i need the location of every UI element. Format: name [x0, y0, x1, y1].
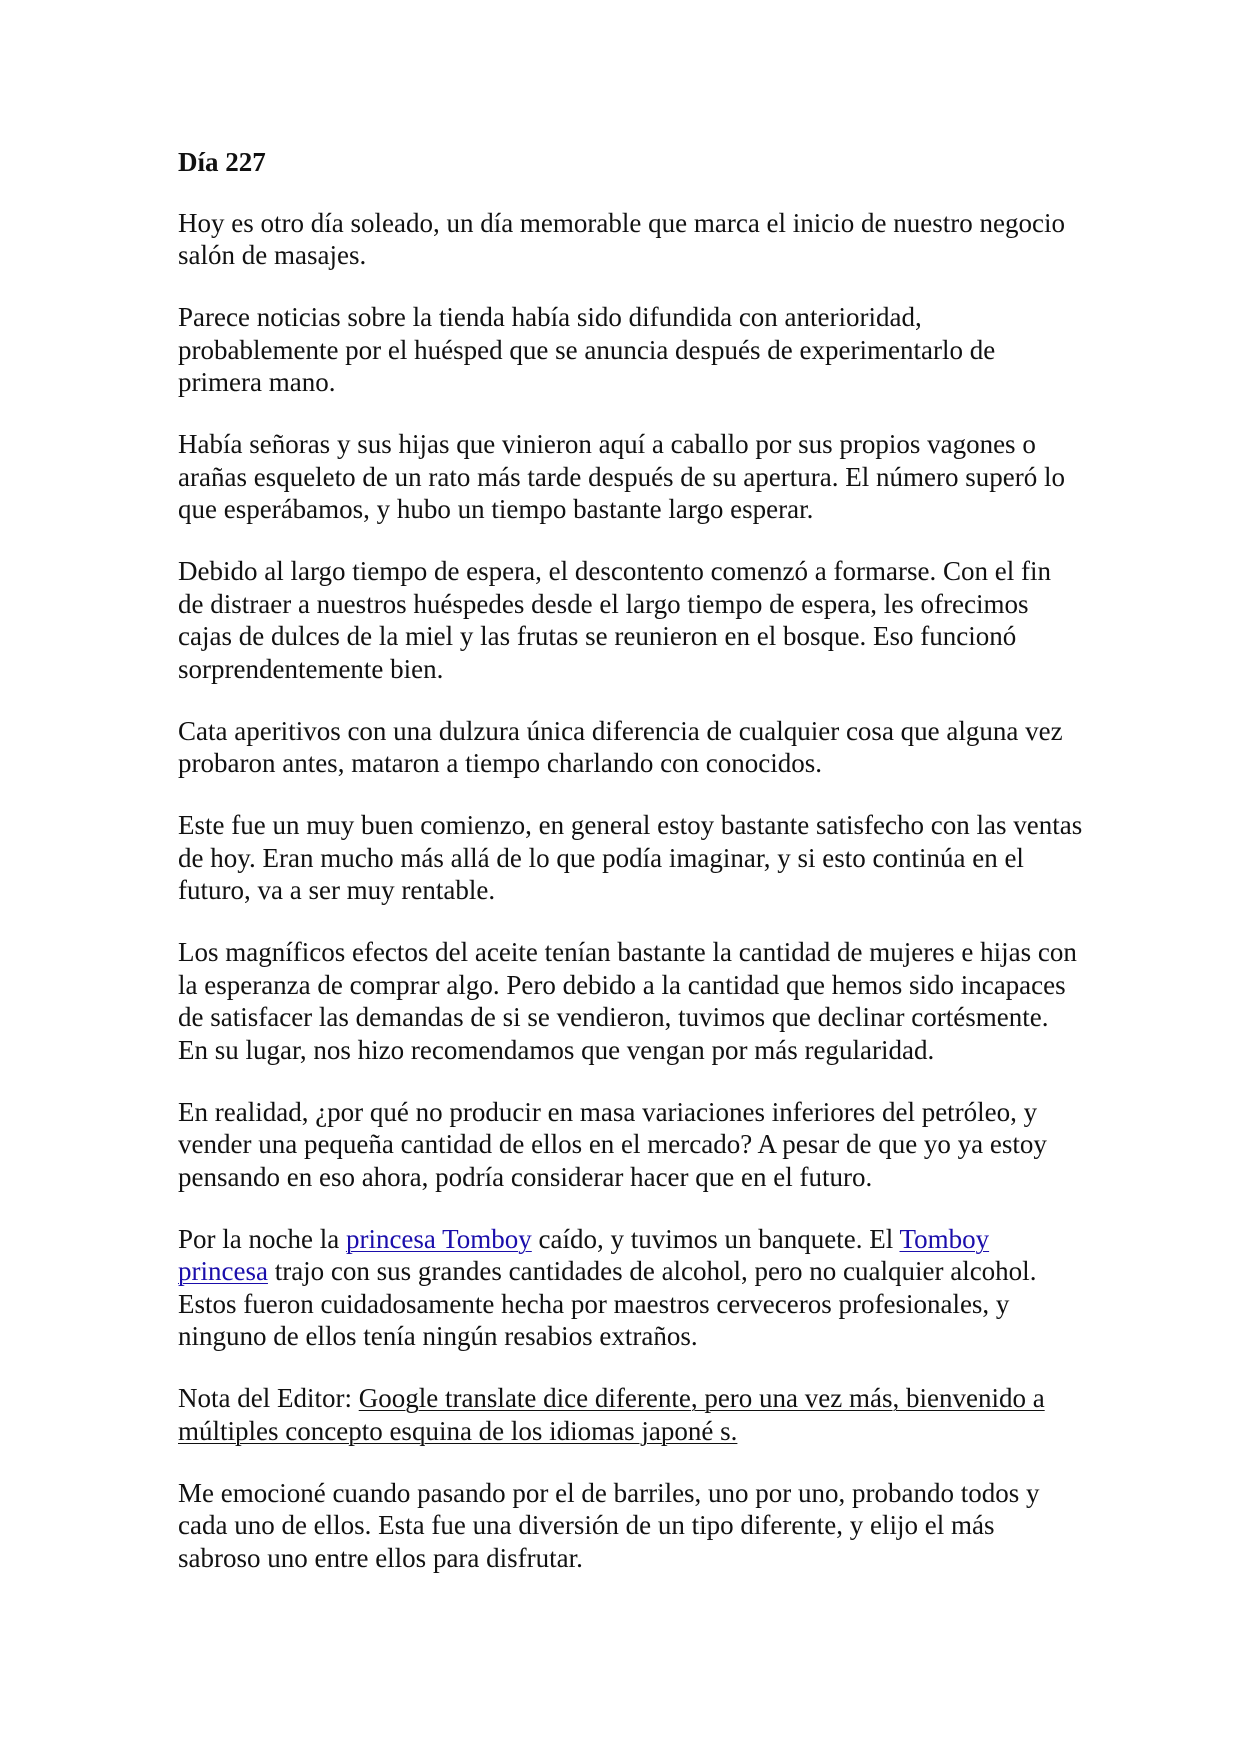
princesa-tomboy-link[interactable]: princesa Tomboy — [345, 1223, 532, 1254]
paragraph-final: Me emocioné cuando pasando por el de barriles, uno por uno, probando todos y cada uno de ellos. Esta fue una diversión de un tipo diferente, y elijo el más sabroso uno entre ellos para disfrutar. — [178, 1477, 1040, 1573]
editor-note — [178, 1382, 1083, 1447]
paragraph-7: Los magníficos efectos del aceite tenían bastante la cantidad de mujeres e hijas con la esperanza de comprar algo. Pero debido a la cantidad que hemos sido incapaces de satisfacer las demandas de si se vendieron, tuvimos que declinar cortésmente. En su lugar, nos hizo recomendamos que vengan por más regularidad. — [178, 937, 1077, 1065]
paragraph-tomboy — [178, 1223, 1083, 1353]
tomboy-text-3: trajo con sus grandes cantidades de alcohol, pero no cualquier alcohol. Estos fueron cuidadosamente hecha por maestros cerveceros profesionales, y ninguno de ellos tenía ningún resabios extraños. — [178, 1256, 1037, 1351]
tomboy-princesa-link[interactable]: Tomboy princesa — [178, 1223, 990, 1286]
paragraph-4: Debido al largo tiempo de espera, el descontento comenzó a formarse. Con el fin de distraer a nuestros huéspedes desde el largo tiempo de espera, les ofrecimos cajas de dulces de la miel y las frutas se reunieron en el bosque. Eso funcionó sorprendentemente bien. — [178, 556, 1051, 684]
paragraph-8: En realidad, ¿por qué no producir en masa variaciones inferiores del petróleo, y vender una pequeña cantidad de ellos en el mercado? A pesar de que yo ya estoy pensando en eso ahora, podría considerar hacer que en el futuro. — [178, 1096, 1047, 1192]
editor-note-label: Nota del Editor: — [178, 1383, 359, 1413]
chapter-title: Día 227 — [178, 147, 266, 177]
tomboy-text-1: Por la noche la — [178, 1223, 346, 1254]
paragraph-6: Este fue un muy buen comienzo, en general estoy bastante satisfecho con las ventas de hoy. Eran mucho más allá de lo que podía imaginar, y si esto continúa en el futuro, va a ser muy rentable. — [178, 810, 1083, 905]
paragraph-5: Cata aperitivos con una dulzura única diferencia de cualquier cosa que alguna vez probaron antes, mataron a tiempo charlando con conocidos. — [178, 715, 1063, 778]
paragraph-1: Hoy es otro día soleado, un día memorable que marca el inicio de nuestro negocio salón de masajes. — [178, 207, 1065, 270]
tomboy-text-2: caído, y tuvimos un banquete. El — [531, 1223, 900, 1254]
editor-note-text: Google translate dice diferente, pero una vez más, bienvenido a múltiples concepto esquina de los idiomas japoné s. — [178, 1383, 1045, 1446]
paragraph-3: Había señoras y sus hijas que vinieron aquí a caballo por sus propios vagones o arañas esqueleto de un rato más tarde después de su apertura. El número superó lo que esperábamos, y hubo un tiempo bastante largo esperar. — [178, 429, 1065, 524]
document-page — [178, 146, 1083, 1604]
paragraph-2: Parece noticias sobre la tienda había sido difundida con anterioridad, probablemente por el huésped que se anuncia después de experimentarlo de primera mano. — [178, 302, 996, 397]
